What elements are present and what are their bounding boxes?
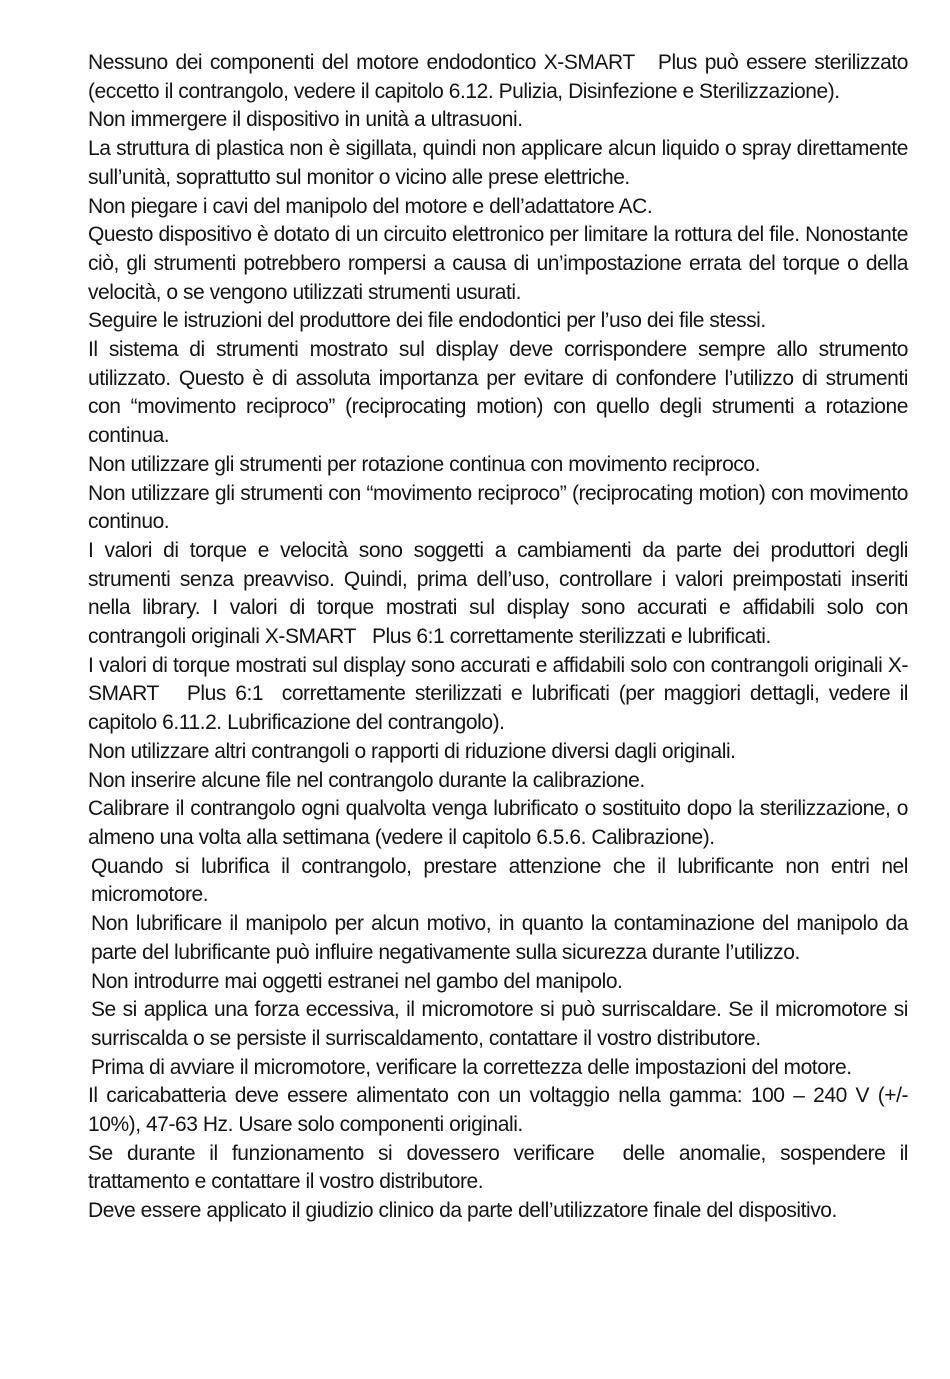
paragraph-8: Non utilizzare gli strumenti per rotazione continua con movimento reciproco.: [88, 452, 760, 476]
paragraph-15: Quando si lubrifica il contrangolo, prestare attenzione che il lubrificante non entri nel micromotore.: [91, 854, 908, 907]
paragraph-19: Prima di avviare il micromotore, verificare la correttezza delle impostazioni del motore.: [91, 1055, 852, 1079]
paragraph-1: Nessuno dei componenti del motore endodontico X-SMART Plus può essere sterilizzato (eccetto il contrangolo, vedere il capitolo 6.12. Pulizia, Disinfezione e Sterilizzazione).: [88, 51, 908, 103]
paragraph-9: Non utilizzare gli strumenti con “movimento reciproco” (reciprocating motion) con movimento continuo.: [88, 481, 908, 534]
document-text-block: [88, 49, 908, 1226]
paragraph-21: Se durante il funzionamento si dovessero verificare delle anomalie, sospendere il trattamento e contattare il vostro distributore.: [88, 1141, 908, 1194]
paragraph-4: Non piegare i cavi del manipolo del motore e dell’adattatore AC.: [88, 194, 653, 218]
paragraph-6: Seguire le istruzioni del produttore dei file endodontici per l’uso dei file stessi.: [88, 309, 766, 333]
paragraph-16: Non lubrificare il manipolo per alcun motivo, in quanto la contaminazione del manipolo da parte del lubrificante può influire negativamente sulla sicurezza durante l’utilizzo.: [91, 912, 908, 964]
paragraph-17: Non introdurre mai oggetti estranei nel gambo del manipolo.: [91, 969, 623, 993]
paragraph-12: Non utilizzare altri contrangoli o rapporti di riduzione diversi dagli originali.: [88, 739, 736, 763]
paragraph-2: Non immergere il dispositivo in unità a ultrasuoni.: [88, 108, 523, 132]
paragraph-5: Questo dispositivo è dotato di un circuito elettronico per limitare la rottura del file. Nonostante ciò, gli strumenti potrebbero rompersi a causa di un’impostazione errata del torque o della velocità, o se vengono utilizzati strumenti usurati.: [88, 223, 908, 304]
paragraph-14: Calibrare il contrangolo ogni qualvolta venga lubrificato o sostituito dopo la sterilizzazione, o almeno una volta alla settimana (vedere il capitolo 6.5.6. Calibrazione).: [88, 797, 908, 849]
paragraph-22: Deve essere applicato il giudizio clinico da parte dell’utilizzatore finale del dispositivo.: [88, 1199, 837, 1223]
paragraph-10: I valori di torque e velocità sono soggetti a cambiamenti da parte dei produttori degli strumenti senza preavviso. Quindi, prima dell’uso, controllare i valori preimpostati inseriti nella library. I valori di torque mostrati sul display sono accurati e affidabili solo con contrangoli originali X-SMART Plus 6:1 correttamente sterilizzati e lubrificati.: [88, 538, 908, 649]
paragraph-3: La struttura di plastica non è sigillata, quindi non applicare alcun liquido o spray direttamente sull’unità, soprattutto sul monitor o vicino alle prese elettriche.: [88, 137, 908, 189]
paragraph-7: Il sistema di strumenti mostrato sul display deve corrispondere sempre allo strumento utilizzato. Questo è di assoluta importanza per evitare di confondere l’utilizzo di strumenti con “movimento reciproco” (reciprocating motion) con quello degli strumenti a rotazione continua.: [88, 338, 908, 448]
paragraph-13: Non inserire alcune file nel contrangolo durante la calibrazione.: [88, 768, 645, 792]
paragraph-20: Il caricabatteria deve essere alimentato con un voltaggio nella gamma: 100 – 240 V (+/- 10%), 47-63 Hz. Usare solo componenti originali.: [88, 1084, 908, 1137]
paragraph-11: I valori di torque mostrati sul display sono accurati e affidabili solo con contrangoli originali X-SMART Plus 6:1 correttamente sterilizzati e lubrificati (per maggiori dettagli, vedere il capitolo 6.11.2. Lubrificazione del contrangolo).: [88, 653, 908, 735]
paragraph-18: Se si applica una forza eccessiva, il micromotore si può surriscaldare. Se il micromotore si surriscalda o se persiste il surriscaldamento, contattare il vostro distributore.: [91, 998, 908, 1050]
